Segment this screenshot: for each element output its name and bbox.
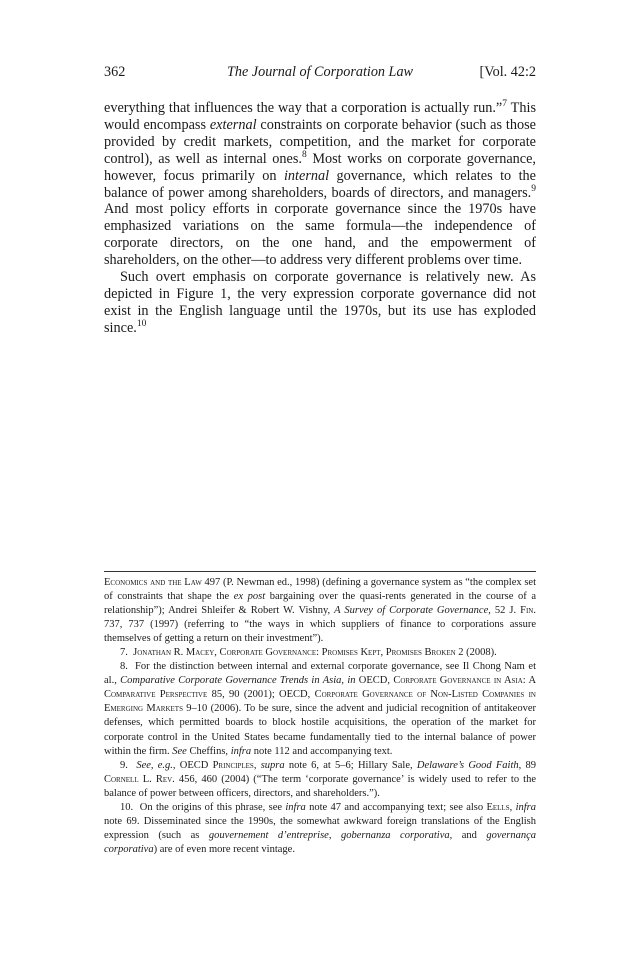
text-run: , — [253, 759, 261, 771]
footnote-ref-9[interactable]: 9 — [531, 183, 536, 194]
text-run: governance, which relates to the balance of power among shareholders, boards of directors, and managers. — [104, 167, 536, 201]
body-text — [104, 100, 536, 337]
paragraph — [104, 269, 536, 337]
footnotes — [104, 576, 536, 857]
text-run: , — [328, 829, 341, 841]
footnote-divider — [104, 571, 536, 572]
text-run: Cheffins, — [186, 745, 231, 757]
text-run: , 52 J. — [488, 605, 521, 617]
journal-title: The Journal of Corporation Law — [226, 64, 414, 80]
text-run: note 112 and accompanying text. — [251, 745, 393, 757]
text-run: , OECD — [172, 759, 213, 771]
text-run: 2 (2008). — [455, 647, 497, 659]
running-head — [104, 62, 536, 82]
text-run: Principles — [212, 759, 254, 771]
emphasis: internal — [283, 167, 330, 184]
text-run: Corporate Governance of Non-Listed Companies in Emerging Markets — [104, 689, 536, 715]
emphasis: gouvernement d’entreprise — [208, 829, 329, 841]
footnote-ref-10[interactable]: 10 — [136, 318, 147, 329]
footnote-8 — [104, 660, 536, 758]
emphasis: See — [172, 745, 187, 757]
text-run: This would encompass — [104, 100, 536, 133]
text-run: ) are of even more recent vintage. — [153, 843, 295, 855]
footnote-ref-7[interactable]: 7 — [502, 99, 507, 109]
volume-number: [Vol. 42:2 — [479, 64, 536, 80]
text-run: 10. On the origins of this phrase, see — [120, 801, 286, 813]
text-run: , — [341, 675, 348, 687]
emphasis: gobernanza corporativa — [340, 829, 450, 841]
text-run: . 737, 737 (1997) (referring to “the ways in which suppliers of finance to corporations assure themselves of getting a return on their investment”). — [104, 605, 536, 645]
text-run: bargaining over the quasi-rents generated in the course of a relationship”); Andrei Shleifer & Robert W. Vishny, — [104, 591, 536, 617]
text-run: Economics and the Law — [104, 577, 202, 588]
text-run: Corporate Governance in Asia: A Comparative Perspective — [104, 675, 537, 701]
page-number: 362 — [104, 64, 126, 80]
text-run: note 6, at 5–6; Hillary Sale, — [284, 759, 417, 771]
emphasis: Delaware’s Good Faith — [416, 759, 519, 771]
text-run: OECD, — [355, 675, 394, 687]
text-run: note 69. Disseminated since the 1990s, the somewhat awkward foreign translations of the English expression (such as — [104, 815, 536, 841]
footnote-7 — [104, 646, 536, 660]
emphasis: See, e.g. — [136, 759, 173, 771]
text-run: , 89 — [518, 759, 537, 771]
emphasis: ex post — [233, 591, 266, 603]
text-run: 7. — [120, 647, 134, 659]
text-run: And most policy efforts in corporate governance since the 1970s have emphasized variations on the same formula—the independence of corporate directors, on the one hand, and the empowerment of shareholders, on the other—to address very different problems over time. — [104, 201, 536, 269]
emphasis: A Survey of Corporate Governance — [334, 605, 489, 617]
text-run: everything that influences the way that a corporation is actually run.” — [104, 100, 503, 116]
footnote-continuation — [104, 576, 536, 646]
text-run: Such overt emphasis on corporate governance is relatively new. As depicted in Figure 1, the very expression corporate governance did not exist in the English language until the 1970s, but its use has exploded since. — [104, 269, 536, 336]
text-run: Eells — [486, 801, 510, 813]
text-run: Cornell L. Rev — [104, 773, 173, 785]
text-run: , — [509, 801, 516, 813]
text-run: Jonathan R. Macey, Corporate Governance: Promises Kept, Promises Broken — [133, 647, 456, 659]
emphasis: governança corporativa — [104, 829, 536, 855]
emphasis: supra — [260, 759, 285, 771]
text-run: . 456, 460 (2004) (“The term ‘corporate governance’ is widely used to refer to the balance of power between officers, directors, and shareholders.”). — [104, 773, 536, 799]
text-run: , and — [449, 829, 487, 841]
footnote-ref-8[interactable]: 8 — [302, 149, 307, 160]
emphasis: Comparative Corporate Governance Trends in Asia — [120, 675, 342, 687]
emphasis: infra — [515, 801, 536, 813]
footnote-9 — [104, 759, 536, 801]
paragraph — [104, 100, 536, 269]
text-run: 85, 90 (2001); OECD, — [207, 689, 315, 701]
text-run: 8. For the distinction between internal and external corporate governance, see Il Chong Nam et al., — [104, 661, 536, 687]
text-run: 497 (P. Newman ed., 1998) (defining a governance system as “the complex set of constraints that shape the — [104, 577, 536, 603]
text-run: 9. — [120, 759, 137, 771]
emphasis: external — [209, 116, 257, 133]
footnote-10 — [104, 801, 536, 857]
text-run: Most works on corporate governance, however, focus primarily on — [104, 150, 536, 184]
emphasis: infra — [230, 745, 252, 757]
text-run: note 47 and accompanying text; see also — [305, 801, 487, 813]
text-run: 9–10 (2006). To be sure, since the advent and judicial recognition of antitakeover defenses, which permitted boards to block hostile acquisitions, the operation of the market for corporate control in the United States became fundamentally tied to the internal balance of power within the firm. — [104, 703, 537, 757]
emphasis: infra — [285, 801, 306, 813]
text-run: constraints on corporate behavior (such as those provided by credit markets, competition, and the market for corporate control), as well as internal ones. — [104, 116, 536, 167]
text-run: Fin — [520, 605, 534, 617]
emphasis: in — [347, 675, 356, 687]
